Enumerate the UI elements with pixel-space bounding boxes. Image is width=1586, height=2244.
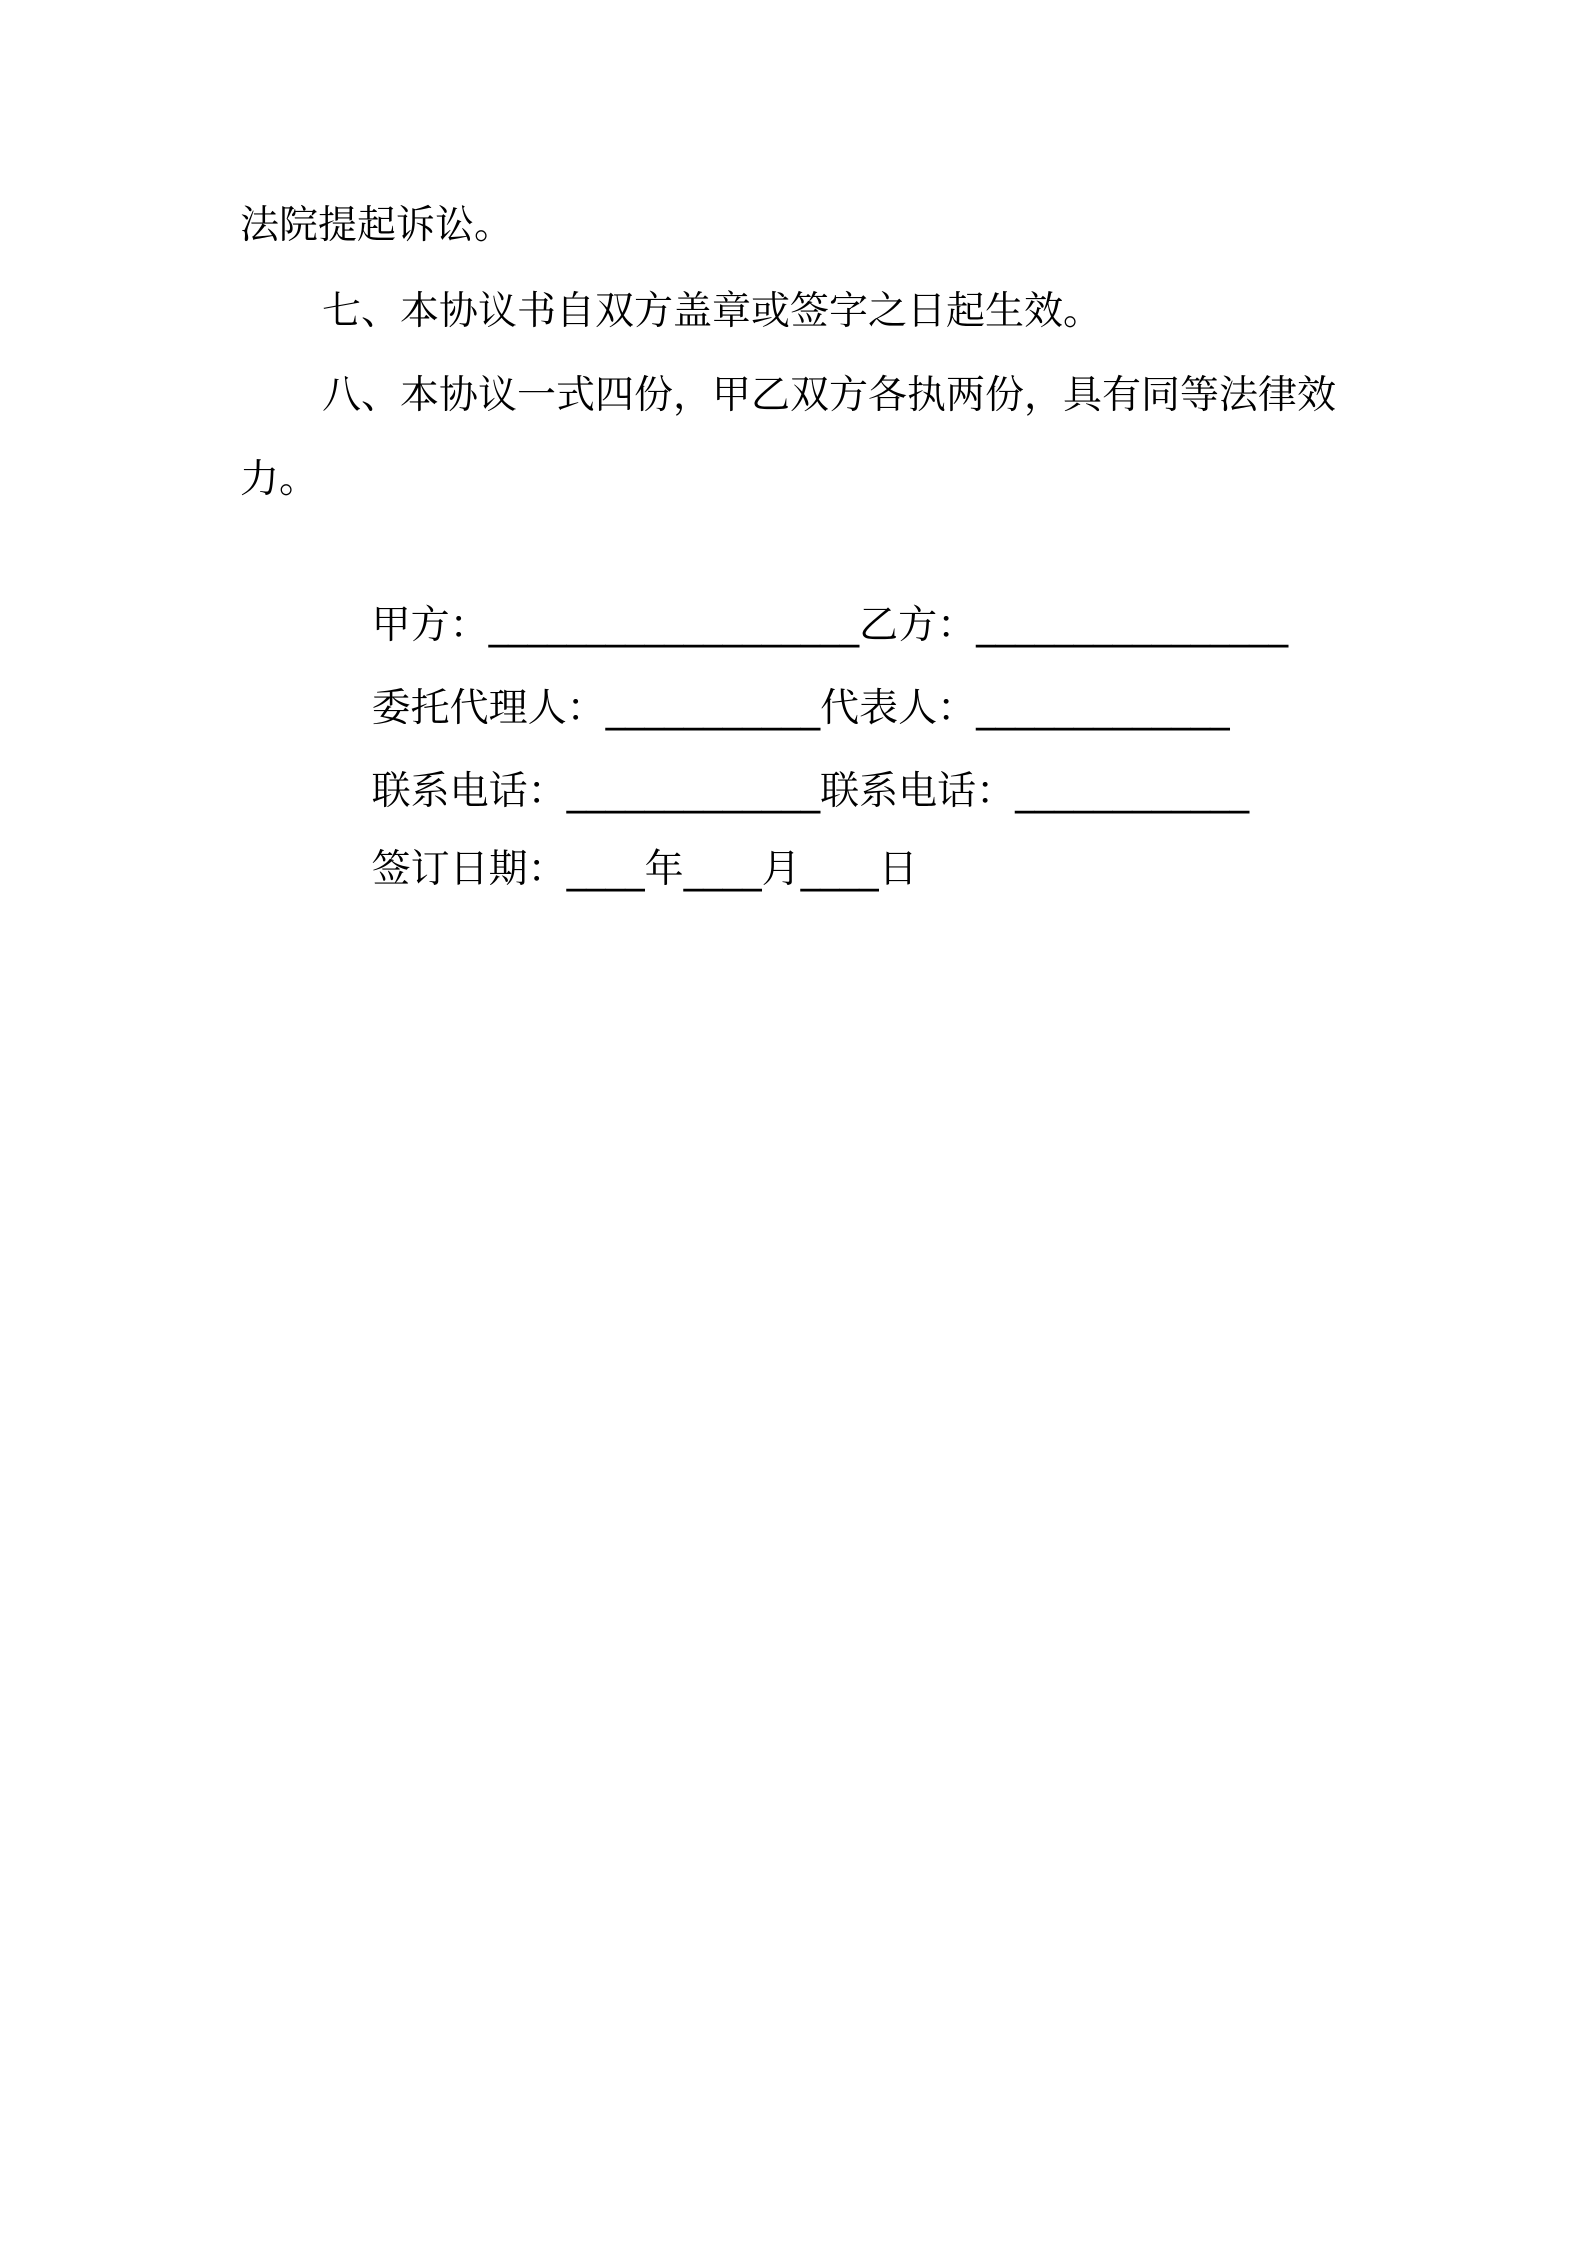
date-day-blank: ____: [800, 847, 879, 892]
date-month-blank: ____: [683, 847, 762, 892]
phone-a-label: 联系电话：: [371, 769, 567, 814]
year-label: 年: [644, 847, 684, 892]
party-b-blank: ________________: [976, 603, 1289, 648]
phone-a-blank: _____________: [566, 769, 821, 814]
signature-row-parties: [322, 542, 1289, 648]
clause-8-line-1: 八、本协议一式四份，甲乙双方各执两份，具有同等法律效: [322, 373, 1337, 418]
party-b-label: 乙方：: [859, 603, 977, 648]
signature-row-agents: [322, 625, 1230, 731]
date-label: 签订日期：: [371, 847, 567, 892]
date-year-blank: ____: [566, 847, 645, 892]
representative-label: 代表人：: [820, 686, 977, 731]
party-a-label: 甲方：: [371, 603, 489, 648]
phone-b-blank: ____________: [1015, 769, 1250, 814]
agent-blank: ___________: [605, 686, 821, 731]
agent-label: 委托代理人：: [371, 686, 606, 731]
phone-b-label: 联系电话：: [820, 769, 1016, 814]
representative-blank: _____________: [976, 686, 1230, 731]
signature-row-date: [322, 786, 918, 892]
paragraph-continuation: 法院提起诉讼。: [240, 203, 514, 248]
month-label: 月: [761, 847, 801, 892]
day-label: 日: [878, 847, 918, 892]
clause-7: 七、本协议书自双方盖章或签字之日起生效。: [322, 289, 1103, 334]
party-a-blank: ___________________: [488, 603, 860, 648]
clause-8-line-2: 力。: [240, 457, 319, 502]
signature-row-phones: [322, 708, 1250, 814]
